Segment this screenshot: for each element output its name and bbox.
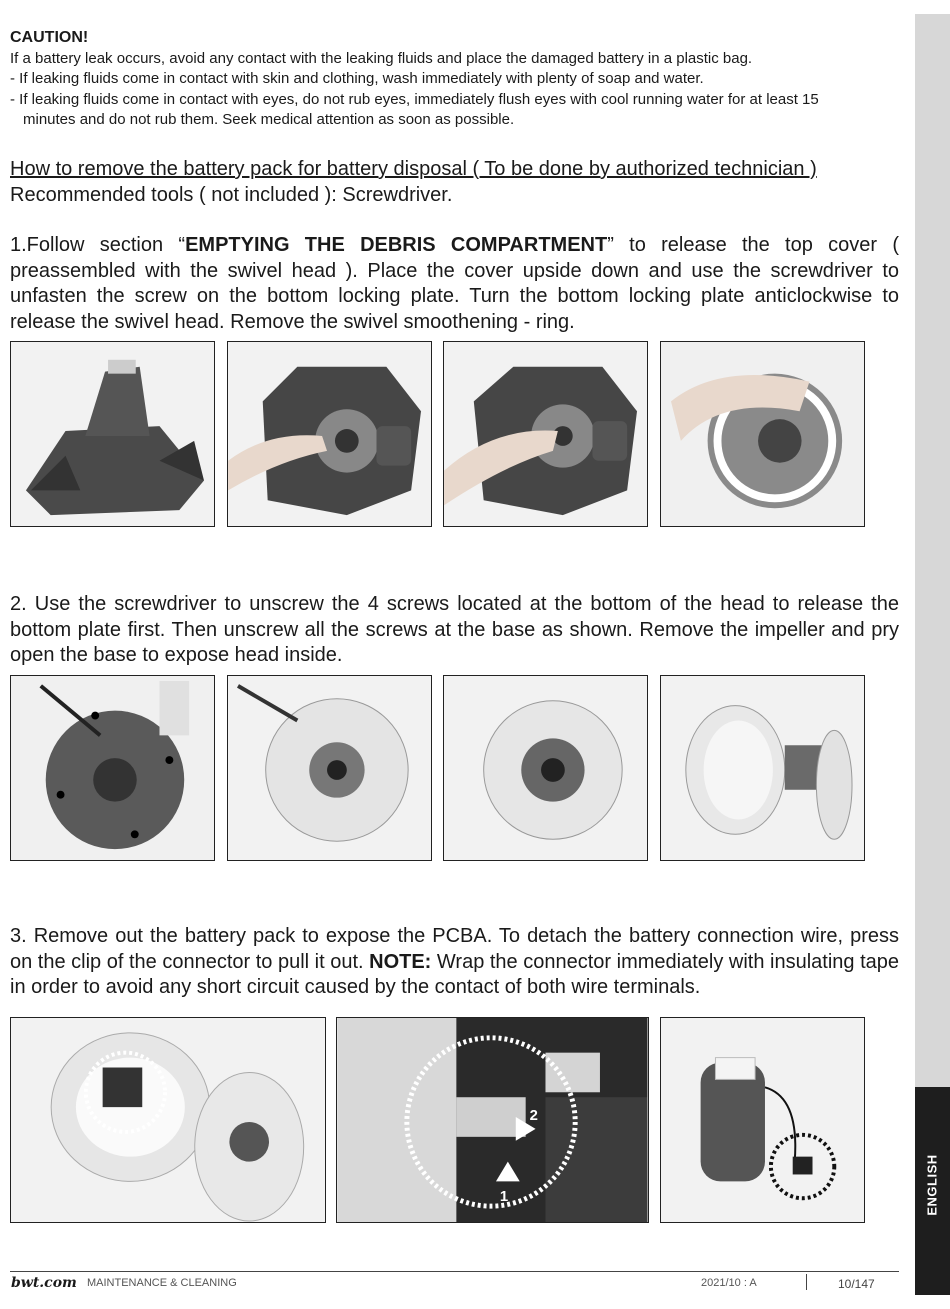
photo-battery-in-head <box>10 1017 326 1223</box>
caution-title: CAUTION! <box>10 29 89 46</box>
step-3-prefix: 3. <box>10 925 34 947</box>
footer-revision: 2021/10 : A <box>701 1277 757 1289</box>
footer-divider <box>806 1274 807 1290</box>
photo-battery-pack <box>660 1017 865 1223</box>
step-3 <box>10 924 899 1001</box>
photo-unscrew-locking-plate <box>227 341 432 527</box>
step-1-prefix: 1.Follow section “ <box>10 234 186 256</box>
photo-bottom-plate-screws <box>10 675 215 861</box>
photo-impeller <box>443 675 648 861</box>
step-2-text: Use the screwdriver to unscrew the 4 screws located at the bottom of the head to release the bottom plate first. Then unscrew all the screws at the base as shown. Remove the impeller and pry open the base to expose head inside. <box>10 593 899 666</box>
caution-line: - If leaking fluids come in contact with eyes, do not rub eyes, immediately flush eyes with cool running water for at least 15 <box>10 90 819 108</box>
page-number: 10/147 <box>838 1277 875 1291</box>
callout-two: 2 <box>529 1108 538 1124</box>
brand-logo: bwt.com <box>11 1275 77 1291</box>
caution-line: - If leaking fluids come in contact with skin and clothing, wash immediately with plenty of soap and water. <box>10 70 704 87</box>
step-3-note: NOTE: <box>369 950 432 973</box>
step-3-text-a: Remove out the battery pack to expose the PCBA. To detach the battery connection wire, press on the clip of the connector to pull it out. <box>10 925 899 973</box>
caution-line: minutes and do not rub them. Seek medical attention as soon as possible. <box>23 111 515 128</box>
recommended-tools: Recommended tools ( not included ): Screwdriver. <box>10 184 453 206</box>
step-1-text: ” to release the top cover ( preassembled with the swivel head ). Place the cover upside down and use the screwdriver to unfasten the screw on the bottom locking plate. Turn the bottom locking plate anticlockwise to release the swivel head. Remove the swivel smoothening - ring. <box>10 234 899 333</box>
step-2-prefix: 2. <box>10 593 35 615</box>
footer-section-title: MAINTENANCE & CLEANING <box>87 1277 237 1289</box>
step-1-section-ref: EMPTYING THE DEBRIS COMPARTMENT <box>185 234 608 256</box>
photo-open-base <box>660 675 865 861</box>
step-3-text-b: Wrap the connector immediately with insulating tape in order to avoid any short circuit caused by the contact of both wire terminals. <box>10 950 899 998</box>
caution-line: If a battery leak occurs, avoid any contact with the leaking fluids and place the damaged battery in a plastic bag. <box>10 49 753 67</box>
caution-block <box>10 28 910 131</box>
photo-connector-clip <box>336 1017 649 1223</box>
photo-remove-ring <box>660 341 865 527</box>
step-2 <box>10 592 899 669</box>
procedure-heading-block <box>10 156 817 208</box>
footer-rule <box>10 1271 899 1272</box>
photo-turn-locking-plate <box>443 341 648 527</box>
photo-top-cover <box>10 341 215 527</box>
callout-one: 1 <box>499 1189 509 1206</box>
photo-base-screws <box>227 675 432 861</box>
procedure-heading: How to remove the battery pack for battery disposal ( To be done by authorized technician ) <box>10 158 817 180</box>
step-1 <box>10 233 899 335</box>
language-label: ENGLISH <box>924 1154 940 1216</box>
